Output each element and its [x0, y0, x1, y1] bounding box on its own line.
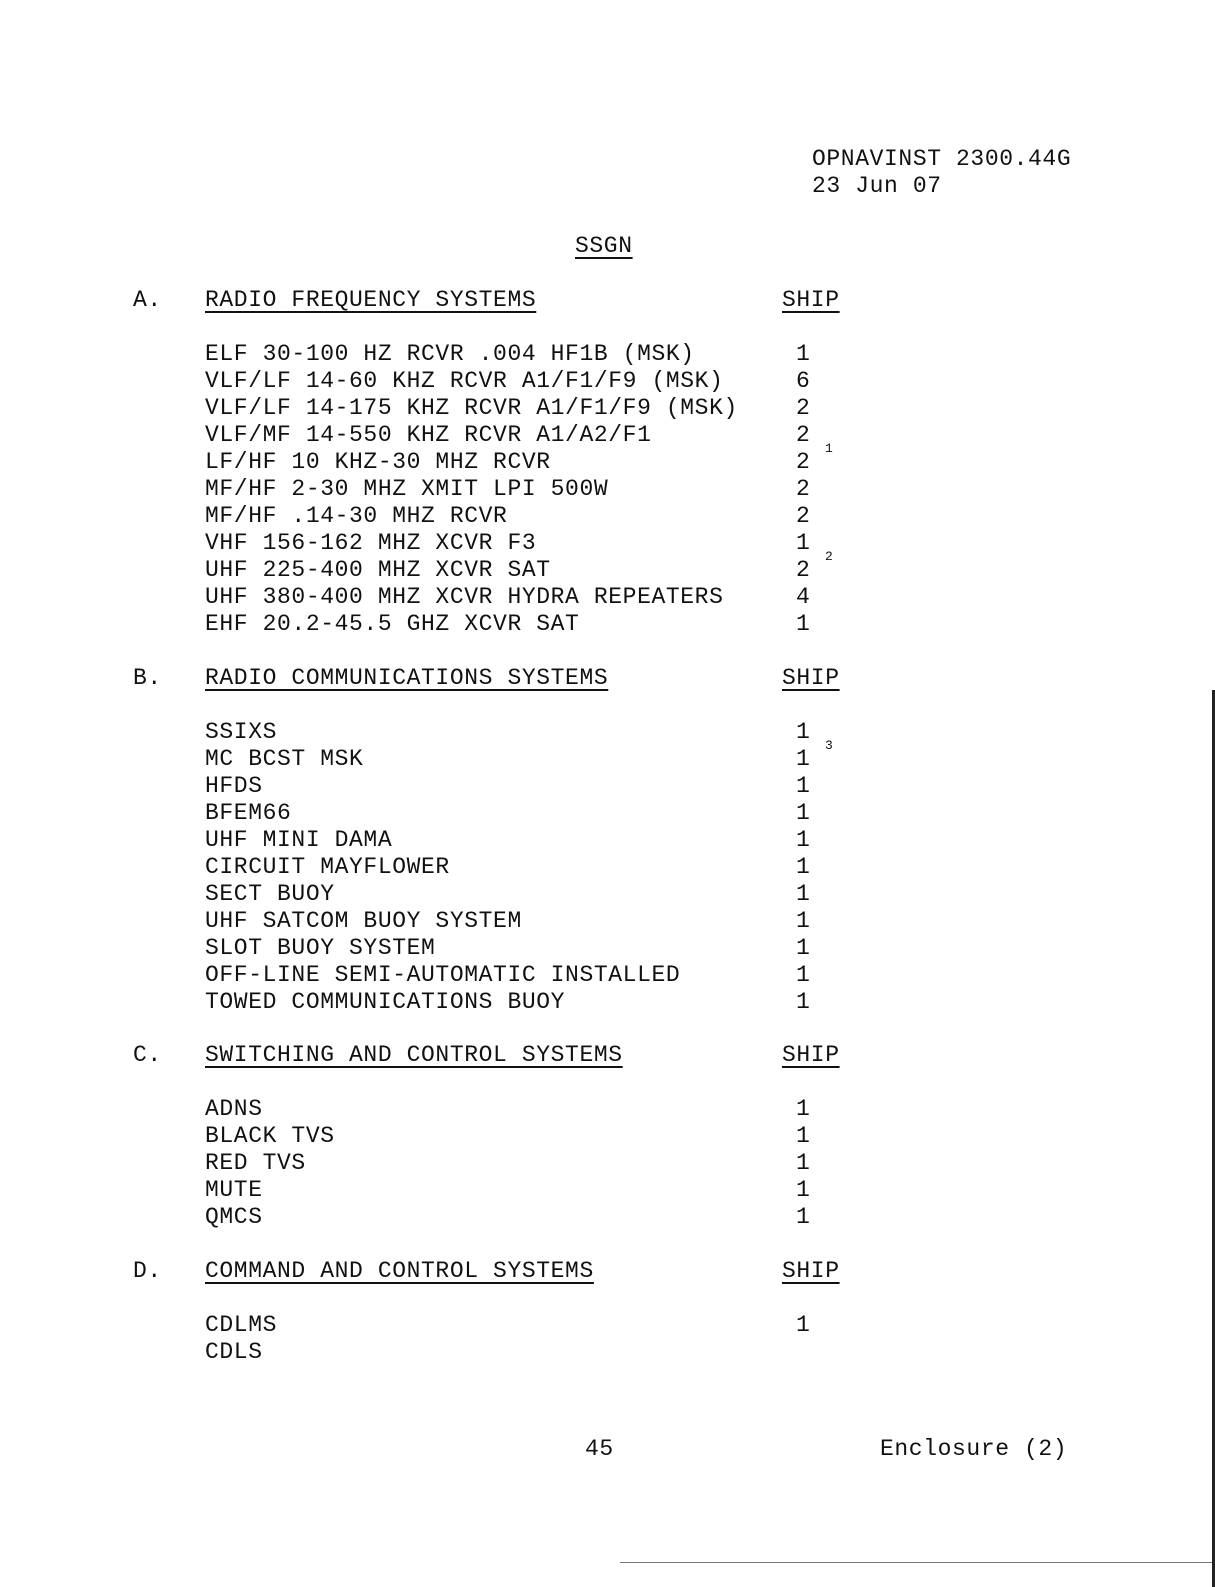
item-label: BFEM66: [205, 800, 292, 826]
instruction-date: 23 Jun 07: [812, 173, 942, 199]
item-quantity: 1: [796, 827, 811, 853]
section-radio-frequency-systems: [0, 287, 1215, 638]
section-letter: D.: [133, 1258, 162, 1284]
list-item: [0, 1339, 1215, 1366]
list-item: [0, 368, 1215, 395]
section-command-and-control-systems: [0, 1258, 1215, 1366]
list-item: [0, 422, 1215, 449]
section-title: RADIO FREQUENCY SYSTEMS: [205, 287, 537, 313]
item-label: QMCS: [205, 1204, 263, 1230]
item-label: UHF MINI DAMA: [205, 827, 393, 853]
item-label: UHF 380-400 MHZ XCVR HYDRA REPEATERS: [205, 584, 724, 610]
ship-column-header: SHIP: [782, 1258, 840, 1284]
list-item: [0, 1204, 1215, 1231]
equipment-list: [0, 341, 1215, 638]
list-item: [0, 908, 1215, 935]
item-label: VHF 156-162 MHZ XCVR F3: [205, 530, 537, 556]
item-quantity: 1: [796, 881, 811, 907]
list-item: [0, 341, 1215, 368]
item-label: SECT BUOY: [205, 881, 335, 907]
item-label: ADNS: [205, 1096, 263, 1122]
item-quantity: 1: [796, 800, 811, 826]
item-quantity: 2: [796, 449, 811, 475]
equipment-list: [0, 1096, 1215, 1231]
list-item: [0, 476, 1215, 503]
equipment-list: [0, 719, 1215, 1016]
item-quantity: 2: [796, 557, 811, 583]
list-item: [0, 827, 1215, 854]
item-label: SSIXS: [205, 719, 278, 745]
list-item: [0, 881, 1215, 908]
enclosure-label: Enclosure (2): [880, 1436, 1068, 1462]
item-quantity: 1: [796, 935, 811, 961]
item-quantity: 1: [796, 1312, 811, 1338]
item-label: RED TVS: [205, 1150, 306, 1176]
item-quantity: 6: [796, 368, 811, 394]
list-item: [0, 800, 1215, 827]
item-label: VLF/LF 14-60 KHZ RCVR A1/F1/F9 (MSK): [205, 368, 724, 394]
list-item: [0, 503, 1215, 530]
equipment-list: [0, 1312, 1215, 1366]
item-label: TOWED COMMUNICATIONS BUOY: [205, 989, 566, 1015]
list-item: [0, 773, 1215, 800]
item-label: ELF 30-100 HZ RCVR .004 HF1B (MSK): [205, 341, 695, 367]
section-title: COMMAND AND CONTROL SYSTEMS: [205, 1258, 594, 1284]
section-title: RADIO COMMUNICATIONS SYSTEMS: [205, 665, 609, 691]
item-quantity: 1: [796, 773, 811, 799]
item-quantity: 2: [796, 395, 811, 421]
item-quantity: 1: [796, 989, 811, 1015]
item-label: MF/HF 2-30 MHZ XMIT LPI 500W: [205, 476, 609, 502]
item-quantity: 1: [796, 719, 811, 745]
item-quantity: 2: [796, 503, 811, 529]
footnote-marker: 2: [825, 549, 834, 564]
page-title: SSGN: [575, 233, 633, 259]
ship-column-header: SHIP: [782, 287, 840, 313]
instruction-number: OPNAVINST 2300.44G: [812, 146, 1072, 172]
item-quantity: 1: [796, 1123, 811, 1149]
item-label: CDLS: [205, 1339, 263, 1365]
list-item: [0, 1177, 1215, 1204]
item-quantity: 1: [796, 854, 811, 880]
scan-artifact-line: [620, 1562, 1215, 1563]
document-header: [812, 146, 1071, 200]
list-item: [0, 395, 1215, 422]
list-item: [0, 549, 1215, 584]
item-label: LF/HF 10 KHZ-30 MHZ RCVR: [205, 449, 551, 475]
item-quantity: 2: [796, 476, 811, 502]
item-quantity: 1: [796, 1096, 811, 1122]
item-quantity: 4: [796, 584, 811, 610]
list-item: [0, 611, 1215, 638]
list-item: [0, 584, 1215, 611]
item-label: OFF-LINE SEMI-AUTOMATIC INSTALLED: [205, 962, 681, 988]
item-label: HFDS: [205, 773, 263, 799]
section-letter: C.: [133, 1042, 162, 1068]
item-quantity: 1: [796, 1204, 811, 1230]
item-quantity: 1: [796, 746, 811, 772]
item-quantity: 1: [796, 908, 811, 934]
item-label: UHF 225-400 MHZ XCVR SAT: [205, 557, 551, 583]
section-radio-communications-systems: [0, 665, 1215, 1016]
item-quantity: 1: [796, 1150, 811, 1176]
page-number: 45: [585, 1436, 614, 1462]
item-label: VLF/LF 14-175 KHZ RCVR A1/F1/F9 (MSK): [205, 395, 738, 421]
list-item: [0, 1150, 1215, 1177]
list-item: [0, 989, 1215, 1016]
item-label: MF/HF .14-30 MHZ RCVR: [205, 503, 508, 529]
item-label: MUTE: [205, 1177, 263, 1203]
item-label: UHF SATCOM BUOY SYSTEM: [205, 908, 522, 934]
item-label: CDLMS: [205, 1312, 278, 1338]
footnote-marker: 1: [825, 441, 834, 456]
footnote-marker: 3: [825, 738, 834, 753]
list-item: [0, 719, 1215, 746]
item-quantity: 1: [796, 341, 811, 367]
item-label: MC BCST MSK: [205, 746, 364, 772]
list-item: [0, 530, 1215, 557]
list-item: [0, 441, 1215, 476]
item-label: EHF 20.2-45.5 GHZ XCVR SAT: [205, 611, 580, 637]
item-quantity: 1: [796, 962, 811, 988]
list-item: [0, 854, 1215, 881]
item-quantity: 1: [796, 611, 811, 637]
section-switching-and-control-systems: [0, 1042, 1215, 1231]
ship-column-header: SHIP: [782, 665, 840, 691]
item-label: SLOT BUOY SYSTEM: [205, 935, 436, 961]
item-label: VLF/MF 14-550 KHZ RCVR A1/A2/F1: [205, 422, 652, 448]
item-label: BLACK TVS: [205, 1123, 335, 1149]
list-item: [0, 738, 1215, 773]
section-header: [0, 287, 1215, 314]
item-quantity: 1: [796, 530, 811, 556]
section-header: [0, 1258, 1215, 1285]
section-header: [0, 665, 1215, 692]
ship-column-header: SHIP: [782, 1042, 840, 1068]
section-title: SWITCHING AND CONTROL SYSTEMS: [205, 1042, 623, 1068]
section-letter: B.: [133, 665, 162, 691]
list-item: [0, 962, 1215, 989]
list-item: [0, 1096, 1215, 1123]
section-header: [0, 1042, 1215, 1069]
section-letter: A.: [133, 287, 162, 313]
list-item: [0, 1123, 1215, 1150]
list-item: [0, 935, 1215, 962]
item-quantity: 1: [796, 1177, 811, 1203]
item-quantity: 2: [796, 422, 811, 448]
list-item: [0, 1312, 1215, 1339]
item-label: CIRCUIT MAYFLOWER: [205, 854, 450, 880]
